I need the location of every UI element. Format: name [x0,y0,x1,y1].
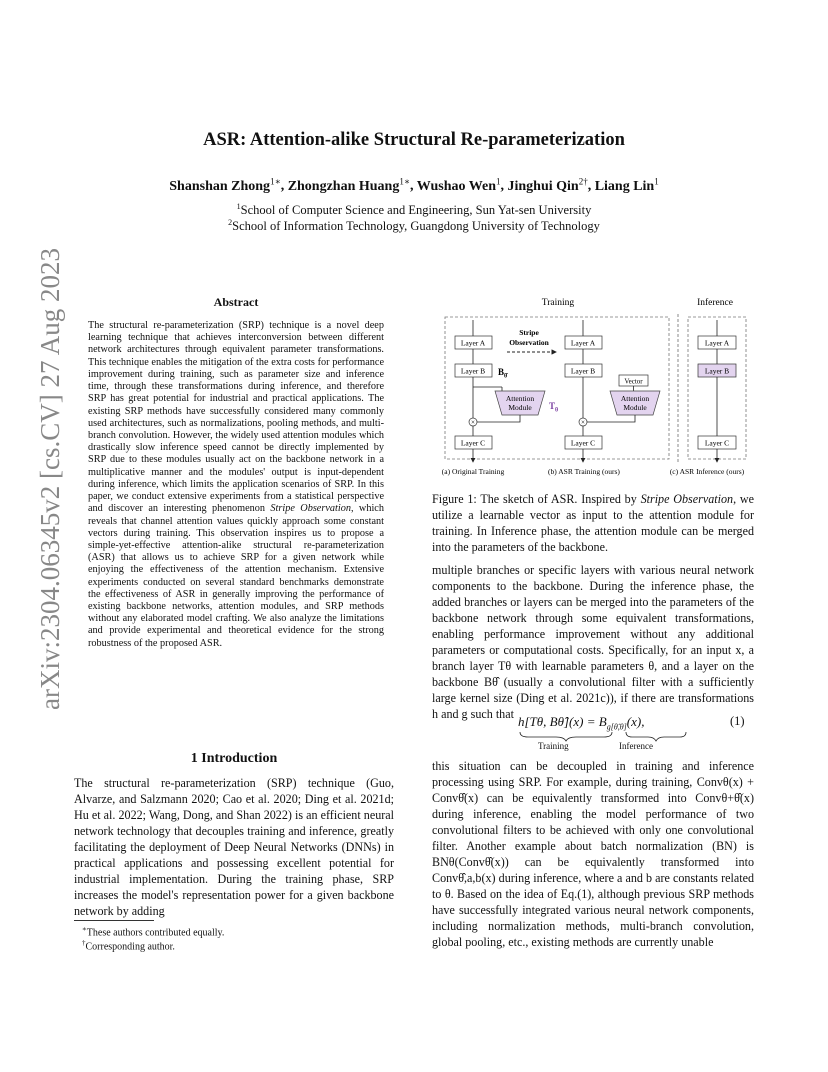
stripe-label: Stripe [519,328,539,337]
vector-label: Vector [624,377,643,386]
layer-a-label: Layer A [704,338,730,348]
author: Jinghui Qin$^{2\dagger}$ [507,176,588,194]
affiliation: $^1$School of Computer Science and Engineering, Sun Yat-sen University [236,202,592,218]
module-label: Module [508,403,532,412]
observation-label: Observation [509,338,549,347]
layer-b-label: Layer B [704,366,730,376]
asr-inference-panel [698,320,736,462]
layer-c-label: Layer C [704,438,730,448]
figure-caption: Figure 1: The sketch of ASR. Inspired by Stripe Observation, we utilize a learnable vector as input to the attention module for training. In Inference phase, the attention module can be merged into the parameters of the backbone. [432,492,754,554]
subcaption-c: (c) ASR Inference (ours) [669,467,745,476]
intro-paragraph: The structural re-parameterization (SRP) technique (Guo, Alvarze, and Salzmann 2020; Cao et al. 2020; Ding et al. 2021d; Hu et al. 2022; Wang, Dong, and Shan 2022) is an efficient neural network technology that decouples training and inference, greatly facilitating the deployment of Deep Neural Networks (DNNs) in practical applications and possessing excellent potential for industrial implementation. During the training phase, SRP increases the model's representation power for a given backbone network by adding [74,776,394,918]
attention-label: Attention [505,394,535,403]
affiliation: $^2$School of Information Technology, Guangdong University of Technology [228,218,600,234]
abstract-body: The structural re-parameterization (SRP) technique is a novel deep learning technique that achieves interconversion between different network architectures through equivalent parameter transformations. This technique enables the mitigation of the extra costs for performance improvement during training, such as parameter size and inference time, through these transformations during inference, and therefore SRP has great potential for industrial and practical applications. The existing SRP methods have successfully considered many commonly used architectures, such as normalizations, pooling methods, and multi-branch convolution. However, the widely used attention modules which drastically slow inference speed cannot be directly implemented by SRP due to these modules usually act on the backbone network in a multiplicative manner and the modules' output is input-dependent during inference, which limits the application scenarios of SRP. In this paper, we conduct extensive experiments from a statistical perspective and discover an interesting phenomenon Stripe Observation, which reveals that channel attention values quickly approach some constant vectors during training. This observation inspires us to propose a simple-yet-effective attention-alike structural re-parameterization (ASR) that allows us to achieve SRP for a given network while enjoying the effectiveness of the attention mechanism. Extensive experiments conducted on several standard benchmarks demonstrate the effectiveness of ASR in generally improving the performance of existing backbone networks, attention modules, and SRP methods without any elaborated model crafting. We also analyze the limitations and provide experimental and theoretical evidence for the strong robustness of the proposed ASR. [88,320,384,649]
b-theta-label: $B_{\thetâ}$ [498,367,508,380]
layer-b-label: Layer B [460,366,486,376]
footnote: ∗These authors contributed equally. [82,925,225,939]
svg-text:×: × [471,418,475,427]
layer-a-label: Layer A [460,338,486,348]
footnote-rule [74,920,154,921]
section-heading: 1 Introduction [190,751,278,766]
author: Shanshan Zhong$^{1∗}$ [169,176,281,194]
svg-text:×: × [581,418,585,427]
subcaption-a: (a) Original Training [441,467,505,476]
equation-1 [432,714,754,754]
arxiv-identifier: arXiv:2304.06345v2 [cs.CV] 27 Aug 2023 [35,248,65,710]
footnote: †Corresponding author. [82,939,175,953]
author: Wushao Wen$^1$ [416,176,501,194]
asr-sketch-figure [432,292,754,482]
equation-number: (1) [730,714,745,728]
author: Zhongzhan Huang$^{1∗}$ [287,176,410,194]
inference-underlabel: Inference [619,741,653,751]
paper-title: ASR: Attention-alike Structural Re-parameterization [203,130,625,150]
author: Liang Lin$^1$ [594,176,659,194]
module-label: Module [623,403,647,412]
layer-c-label: Layer C [460,438,486,448]
asr-training-panel [565,320,660,462]
subcaption-b: (b) ASR Training (ours) [548,467,620,476]
layer-c-label: Layer C [570,438,596,448]
t-theta-label: $T_\theta$ [549,401,559,414]
equation-body: h[Tθ, Bθ̂](x) = $B_{g[\thetâ,\theta]}(x)$, [518,714,645,732]
attention-label: Attention [620,394,650,403]
right-paragraph-1: multiple branches or specific layers with various neural network components to the backbone. During the inference phase, the added branches or layers can be merged into the parameters of the backbone network through some equivalent transformations, enabling performance improvement without any additional parameters or computational costs. Specifically, for an input x, a branch layer Tθ with learnable parameters θ, and a layer on the backbone Bθ̂ (usually a convolutional filter with a sufficiently large kernel size (Ding et al. 2021c)), if there are transformations h and g such that [432,563,754,721]
layer-a-label: Layer A [570,338,596,348]
inference-label: Inference [697,298,733,308]
author-list: Shanshan Zhong$^{1∗}$, Zhongzhan Huang$^{1∗}$, Wushao Wen$^1$, Jinghui Qin$^{2\dagger}$, Liang Lin$^1$ [169,176,659,194]
training-label: Training [541,298,575,308]
training-underlabel: Training [538,741,569,751]
layer-b-label: Layer B [570,366,596,376]
abstract-heading: Abstract [213,295,259,309]
right-paragraph-2: this situation can be decoupled in training and inference processing using SRP. For example, during training, Convθ(x) + Convθ̂(x) can be equivalently transformed into Convθ+θ̂(x) during inference, enabling the model performance of two convolutional filters to be achieved with only one convolutional filter. Another example about batch normalization (BN) is BNθ(Convθ̂(x)) can be equivalently transformed into Convθ̂,a,b(x) during inference, where a and b are constants related to θ. Based on the idea of Eq.(1), although previous SRP methods have successfully integrated various neural network components, including normalization methods, multi-branch convolution, global pooling, etc., existing methods are currently unable [432,759,754,949]
